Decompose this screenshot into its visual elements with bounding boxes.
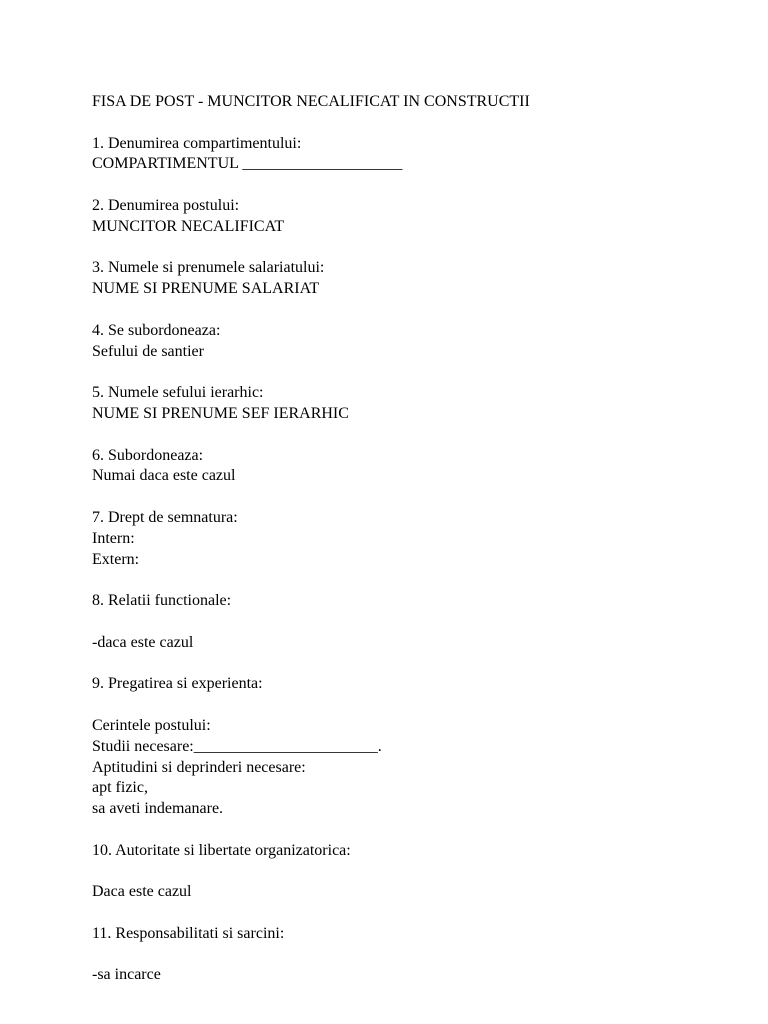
spacer — [92, 175, 732, 196]
spacer — [92, 425, 732, 446]
section-11-line-1 — [92, 945, 732, 966]
document-body — [92, 92, 732, 986]
section-2-heading: 2. Denumirea postului: — [92, 196, 240, 214]
section-10-line-2: Daca este cazul — [92, 883, 192, 901]
spacer — [92, 300, 732, 321]
section-9-line-3: Studii necesare:_______________________. — [92, 737, 382, 755]
section-6-line-1: Numai daca este cazul — [92, 467, 236, 485]
section-9-line-6: sa aveti indemanare. — [92, 800, 224, 818]
section-8-line-1 — [92, 612, 732, 633]
section-9-line-4: Aptitudini si deprinderi necesare: — [92, 758, 306, 776]
section-10-heading: 10. Autoritate si libertate organizatorica: — [92, 841, 351, 859]
section-7-line-1: Intern: — [92, 529, 135, 547]
section-1-line-1: COMPARTIMENTUL ____________________ — [92, 155, 403, 173]
section-3-heading: 3. Numele si prenumele salariatului: — [92, 259, 325, 277]
section-3-line-1: NUME SI PRENUME SALARIAT — [92, 280, 320, 298]
section-8-heading: 8. Relatii functionale: — [92, 592, 232, 610]
section-9-line-1 — [92, 695, 732, 716]
section-5-line-1: NUME SI PRENUME SEF IERARHIC — [92, 404, 349, 422]
section-1-heading: 1. Denumirea compartimentului: — [92, 134, 302, 152]
section-8-line-2: -daca este cazul — [92, 633, 194, 651]
section-4-heading: 4. Se subordoneaza: — [92, 321, 221, 339]
section-7-line-2: Extern: — [92, 550, 140, 568]
section-11-heading: 11. Responsabilitati si sarcini: — [92, 924, 285, 942]
section-9-heading: 9. Pregatirea si experienta: — [92, 675, 263, 693]
spacer — [92, 820, 732, 841]
section-7-heading: 7. Drept de semnatura: — [92, 508, 238, 526]
section-9-line-2: Cerintele postului: — [92, 716, 211, 734]
spacer — [92, 487, 732, 508]
section-10-line-1 — [92, 861, 732, 882]
spacer — [92, 113, 732, 134]
section-11-line-2: -sa incarce — [92, 966, 161, 984]
spacer — [92, 570, 732, 591]
spacer — [92, 238, 732, 259]
document-title: FISA DE POST - MUNCITOR NECALIFICAT IN CONSTRUCTII — [92, 93, 530, 110]
spacer — [92, 903, 732, 924]
section-2-line-1: MUNCITOR NECALIFICAT — [92, 217, 285, 235]
section-4-line-1: Sefului de santier — [92, 342, 204, 360]
spacer — [92, 654, 732, 675]
section-9-line-5: apt fizic, — [92, 779, 148, 797]
spacer — [92, 362, 732, 383]
section-6-heading: 6. Subordoneaza: — [92, 446, 204, 464]
section-5-heading: 5. Numele sefului ierarhic: — [92, 384, 264, 402]
